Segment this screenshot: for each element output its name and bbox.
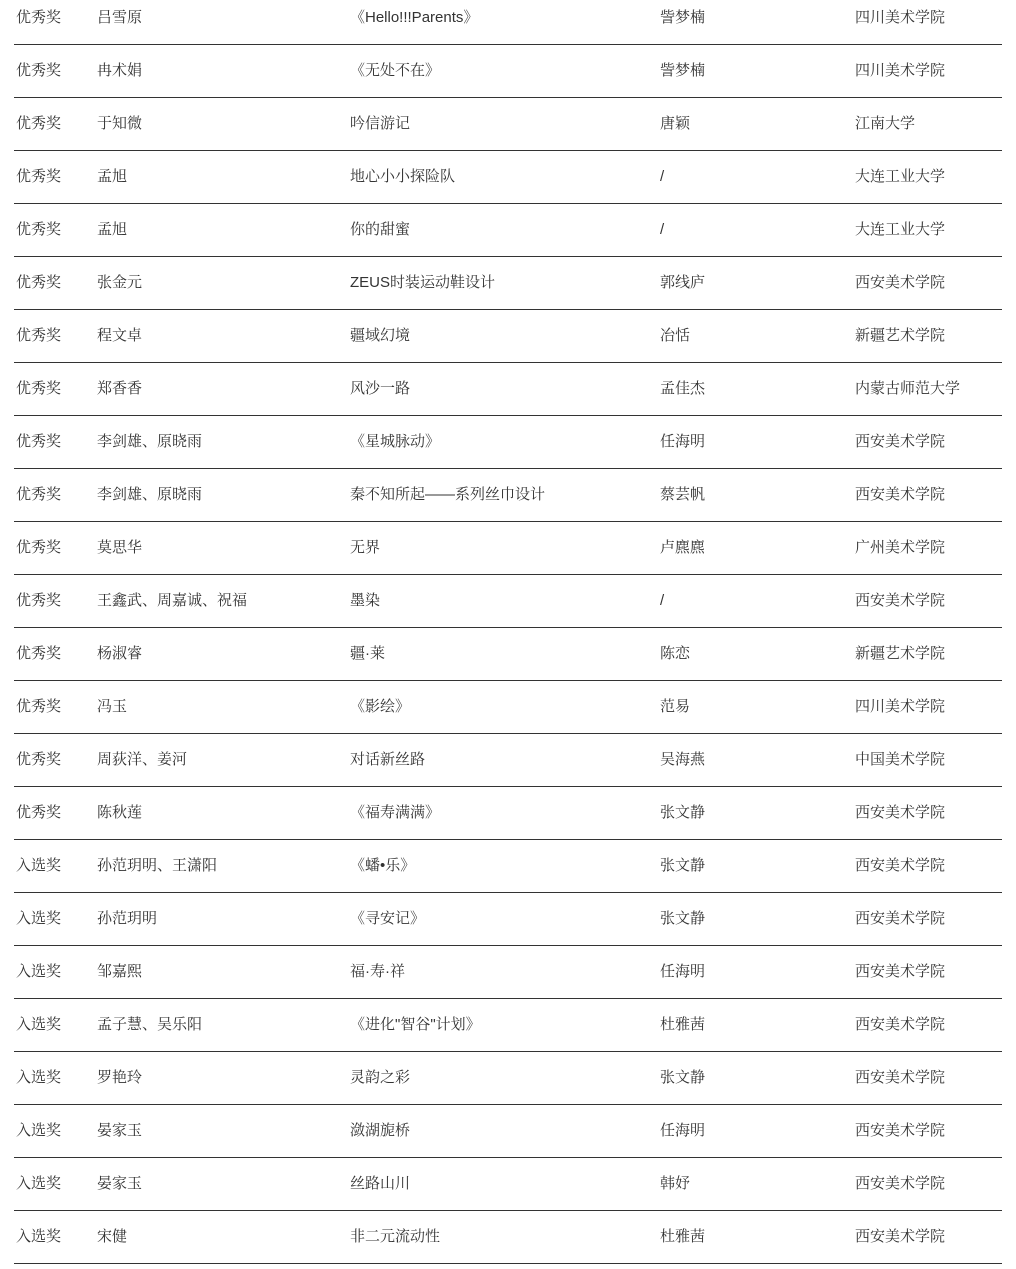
school-name-cell: 西安美术学院 — [855, 892, 1002, 945]
award-type-cell: 优秀奖 — [14, 574, 97, 627]
awards-table-body — [14, 0, 1002, 1263]
school-name-cell: 西安美术学院 — [855, 468, 1002, 521]
award-type-cell: 入选奖 — [14, 945, 97, 998]
work-title-cell: ZEUS时装运动鞋设计 — [350, 256, 660, 309]
award-type-cell: 优秀奖 — [14, 256, 97, 309]
table-row — [14, 892, 1002, 945]
work-title-cell: 无界 — [350, 521, 660, 574]
advisor-name-cell: 郭线庐 — [660, 256, 855, 309]
author-name-cell: 程文卓 — [97, 309, 350, 362]
table-row — [14, 97, 1002, 150]
school-name-cell: 西安美术学院 — [855, 1157, 1002, 1210]
advisor-name-cell: 冶恬 — [660, 309, 855, 362]
awards-table — [14, 0, 1002, 1264]
award-type-cell: 优秀奖 — [14, 150, 97, 203]
work-title-cell: 《星城脉动》 — [350, 415, 660, 468]
advisor-name-cell: 唐颖 — [660, 97, 855, 150]
work-title-cell: 灵韵之彩 — [350, 1051, 660, 1104]
work-title-cell: 《蟠•乐》 — [350, 839, 660, 892]
author-name-cell: 邹嘉熙 — [97, 945, 350, 998]
award-type-cell: 入选奖 — [14, 1104, 97, 1157]
school-name-cell: 西安美术学院 — [855, 574, 1002, 627]
author-name-cell: 孙范玥明 — [97, 892, 350, 945]
work-title-cell: 吟信游记 — [350, 97, 660, 150]
advisor-name-cell: 范易 — [660, 680, 855, 733]
advisor-name-cell: 陈恋 — [660, 627, 855, 680]
award-type-cell: 优秀奖 — [14, 415, 97, 468]
award-type-cell: 优秀奖 — [14, 733, 97, 786]
author-name-cell: 孟旭 — [97, 203, 350, 256]
author-name-cell: 孟子慧、吴乐阳 — [97, 998, 350, 1051]
author-name-cell: 李剑雄、原晓雨 — [97, 415, 350, 468]
work-title-cell: 《无处不在》 — [350, 44, 660, 97]
work-title-cell: 对话新丝路 — [350, 733, 660, 786]
advisor-name-cell: 张文静 — [660, 1051, 855, 1104]
table-row — [14, 203, 1002, 256]
author-name-cell: 宋健 — [97, 1210, 350, 1263]
author-name-cell: 于知微 — [97, 97, 350, 150]
award-type-cell: 入选奖 — [14, 1210, 97, 1263]
advisor-name-cell: 韩妤 — [660, 1157, 855, 1210]
work-title-cell: 丝路山川 — [350, 1157, 660, 1210]
work-title-cell: 秦不知所起——系列丝巾设计 — [350, 468, 660, 521]
table-row — [14, 1157, 1002, 1210]
work-title-cell: 《进化"智谷"计划》 — [350, 998, 660, 1051]
table-row — [14, 945, 1002, 998]
advisor-name-cell: 任海明 — [660, 1104, 855, 1157]
work-title-cell: 墨染 — [350, 574, 660, 627]
work-title-cell: 《福寿满满》 — [350, 786, 660, 839]
author-name-cell: 冯玉 — [97, 680, 350, 733]
school-name-cell: 四川美术学院 — [855, 0, 1002, 44]
author-name-cell: 冉术娟 — [97, 44, 350, 97]
award-type-cell: 优秀奖 — [14, 309, 97, 362]
award-type-cell: 优秀奖 — [14, 786, 97, 839]
school-name-cell: 新疆艺术学院 — [855, 309, 1002, 362]
author-name-cell: 杨淑睿 — [97, 627, 350, 680]
award-type-cell: 入选奖 — [14, 998, 97, 1051]
school-name-cell: 广州美术学院 — [855, 521, 1002, 574]
school-name-cell: 大连工业大学 — [855, 203, 1002, 256]
school-name-cell: 西安美术学院 — [855, 1104, 1002, 1157]
advisor-name-cell: 张文静 — [660, 892, 855, 945]
table-row — [14, 786, 1002, 839]
award-type-cell: 入选奖 — [14, 1157, 97, 1210]
award-type-cell: 优秀奖 — [14, 627, 97, 680]
school-name-cell: 四川美术学院 — [855, 44, 1002, 97]
advisor-name-cell: 卢麃麃 — [660, 521, 855, 574]
table-row — [14, 0, 1002, 44]
work-title-cell: 福·寿·祥 — [350, 945, 660, 998]
work-title-cell: 疆·莱 — [350, 627, 660, 680]
author-name-cell: 陈秋莲 — [97, 786, 350, 839]
author-name-cell: 莫思华 — [97, 521, 350, 574]
school-name-cell: 内蒙古师范大学 — [855, 362, 1002, 415]
table-row — [14, 574, 1002, 627]
author-name-cell: 李剑雄、原晓雨 — [97, 468, 350, 521]
advisor-name-cell: 张文静 — [660, 786, 855, 839]
table-row — [14, 521, 1002, 574]
table-row — [14, 415, 1002, 468]
award-type-cell: 入选奖 — [14, 1051, 97, 1104]
school-name-cell: 大连工业大学 — [855, 150, 1002, 203]
school-name-cell: 四川美术学院 — [855, 680, 1002, 733]
table-row — [14, 1104, 1002, 1157]
advisor-name-cell: 訾梦楠 — [660, 44, 855, 97]
author-name-cell: 郑香香 — [97, 362, 350, 415]
advisor-name-cell: 任海明 — [660, 945, 855, 998]
table-row — [14, 468, 1002, 521]
school-name-cell: 西安美术学院 — [855, 839, 1002, 892]
advisor-name-cell: 孟佳杰 — [660, 362, 855, 415]
work-title-cell: 《寻安记》 — [350, 892, 660, 945]
author-name-cell: 张金元 — [97, 256, 350, 309]
table-row — [14, 150, 1002, 203]
school-name-cell: 西安美术学院 — [855, 945, 1002, 998]
award-type-cell: 入选奖 — [14, 892, 97, 945]
work-title-cell: 你的甜蜜 — [350, 203, 660, 256]
school-name-cell: 西安美术学院 — [855, 256, 1002, 309]
author-name-cell: 晏家玉 — [97, 1104, 350, 1157]
work-title-cell: 《Hello!!!Parents》 — [350, 0, 660, 44]
table-row — [14, 627, 1002, 680]
award-type-cell: 优秀奖 — [14, 468, 97, 521]
work-title-cell: 风沙一路 — [350, 362, 660, 415]
award-type-cell: 优秀奖 — [14, 362, 97, 415]
school-name-cell: 西安美术学院 — [855, 786, 1002, 839]
work-title-cell: 非二元流动性 — [350, 1210, 660, 1263]
author-name-cell: 晏家玉 — [97, 1157, 350, 1210]
school-name-cell: 江南大学 — [855, 97, 1002, 150]
table-row — [14, 362, 1002, 415]
advisor-name-cell: / — [660, 150, 855, 203]
table-row — [14, 256, 1002, 309]
table-row — [14, 44, 1002, 97]
award-type-cell: 优秀奖 — [14, 203, 97, 256]
author-name-cell: 孟旭 — [97, 150, 350, 203]
advisor-name-cell: / — [660, 203, 855, 256]
school-name-cell: 西安美术学院 — [855, 415, 1002, 468]
advisor-name-cell: 张文静 — [660, 839, 855, 892]
author-name-cell: 罗艳玲 — [97, 1051, 350, 1104]
advisor-name-cell: 吴海燕 — [660, 733, 855, 786]
advisor-name-cell: 杜雅茜 — [660, 998, 855, 1051]
table-row — [14, 680, 1002, 733]
school-name-cell: 西安美术学院 — [855, 1051, 1002, 1104]
author-name-cell: 孙范玥明、王潇阳 — [97, 839, 350, 892]
award-type-cell: 优秀奖 — [14, 521, 97, 574]
award-type-cell: 优秀奖 — [14, 680, 97, 733]
author-name-cell: 王鑫武、周嘉诚、祝福 — [97, 574, 350, 627]
work-title-cell: 地心小小探险队 — [350, 150, 660, 203]
award-type-cell: 入选奖 — [14, 839, 97, 892]
table-row — [14, 733, 1002, 786]
award-type-cell: 优秀奖 — [14, 0, 97, 44]
table-row — [14, 1051, 1002, 1104]
school-name-cell: 西安美术学院 — [855, 1210, 1002, 1263]
advisor-name-cell: 蔡芸帆 — [660, 468, 855, 521]
table-row — [14, 309, 1002, 362]
school-name-cell: 新疆艺术学院 — [855, 627, 1002, 680]
work-title-cell: 疆域幻境 — [350, 309, 660, 362]
advisor-name-cell: 任海明 — [660, 415, 855, 468]
table-row — [14, 998, 1002, 1051]
author-name-cell: 吕雪原 — [97, 0, 350, 44]
award-type-cell: 优秀奖 — [14, 97, 97, 150]
advisor-name-cell: / — [660, 574, 855, 627]
school-name-cell: 中国美术学院 — [855, 733, 1002, 786]
award-type-cell: 优秀奖 — [14, 44, 97, 97]
table-row — [14, 839, 1002, 892]
table-row — [14, 1210, 1002, 1263]
author-name-cell: 周荻洋、姜河 — [97, 733, 350, 786]
advisor-name-cell: 訾梦楠 — [660, 0, 855, 44]
school-name-cell: 西安美术学院 — [855, 998, 1002, 1051]
work-title-cell: 潋湖旎桥 — [350, 1104, 660, 1157]
advisor-name-cell: 杜雅茜 — [660, 1210, 855, 1263]
work-title-cell: 《影绘》 — [350, 680, 660, 733]
